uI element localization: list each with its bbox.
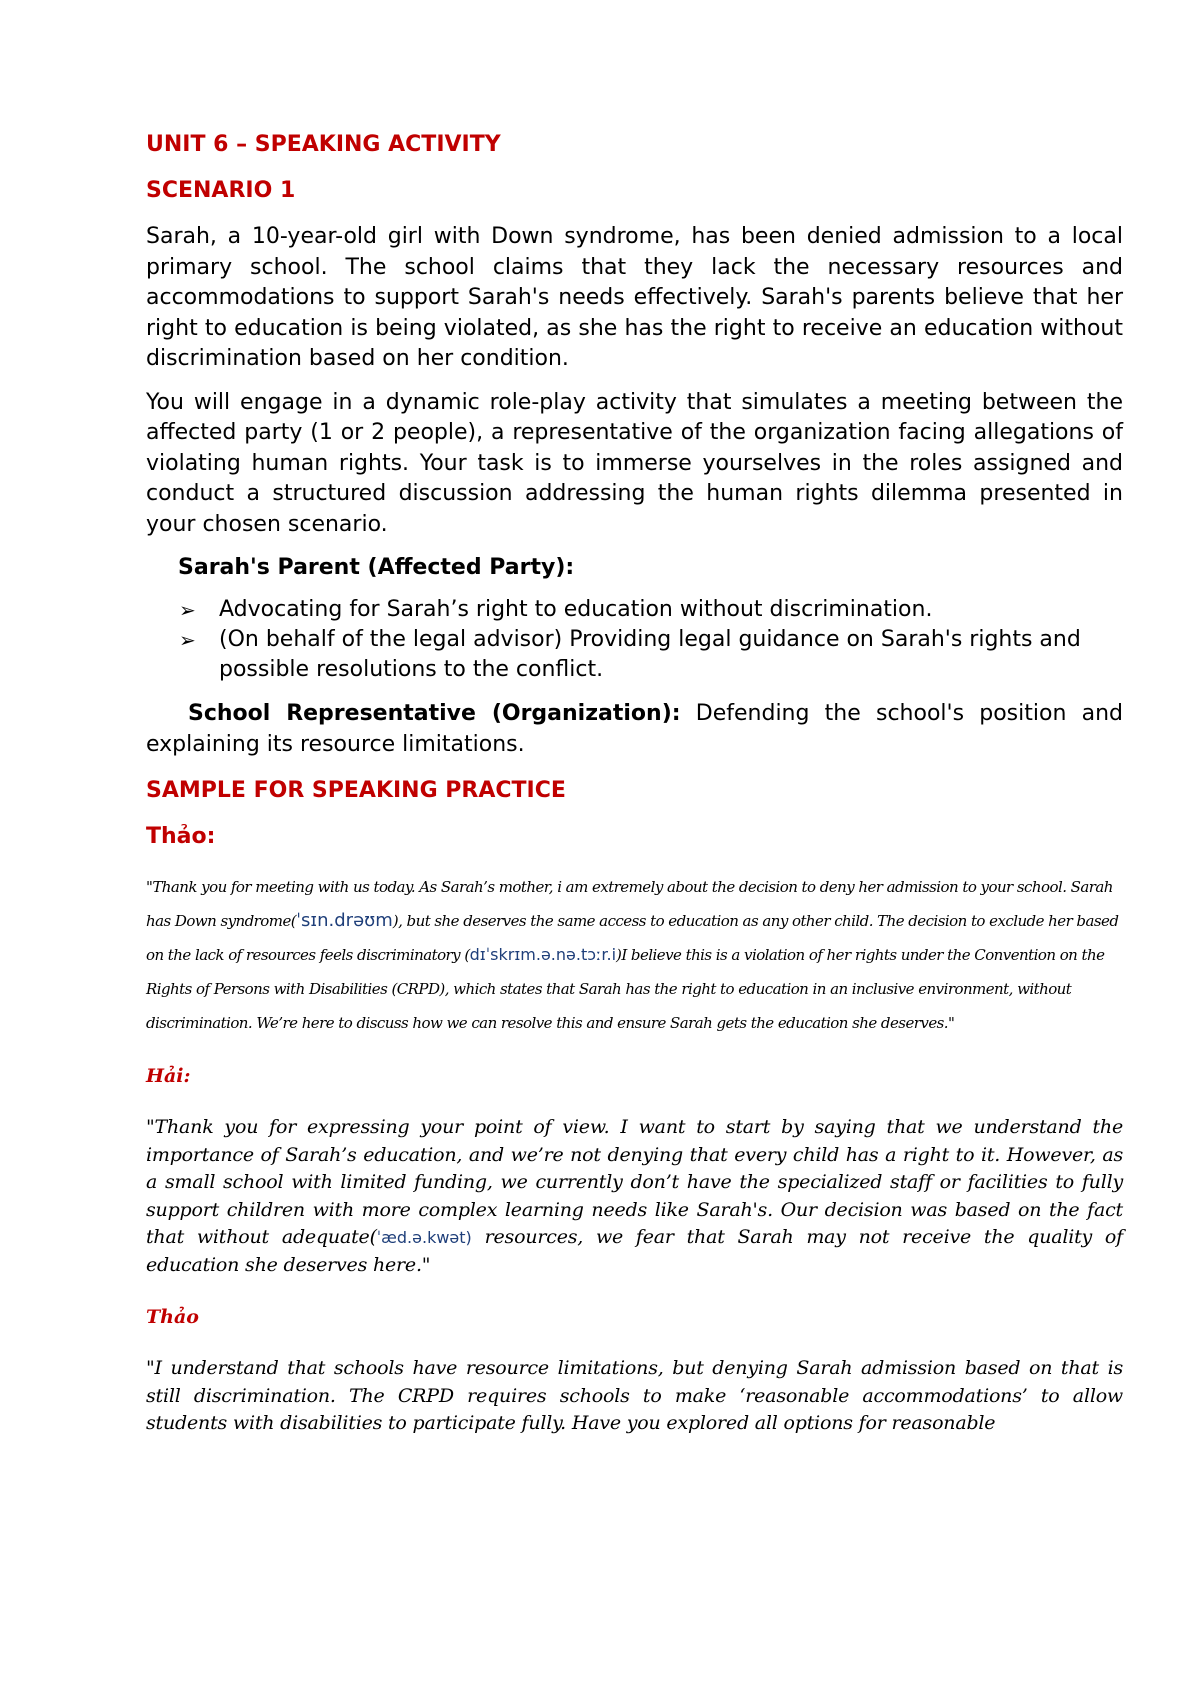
document-page: [146, 130, 1123, 1462]
thao-quote-2: "I understand that schools have resource limitations, but denying Sarah admission based on that is still discrimination. The CRPD requires schools to make ‘reasonable accommodations’ to allow students with disabilities to participate fully. Have you explored all options for reasonable: [146, 1357, 1123, 1434]
sample-title: SAMPLE FOR SPEAKING PRACTICE: [146, 778, 566, 803]
parent-role-list: [146, 595, 1123, 685]
ipa-transcription: dɪˈskrɪm.ə.nə.tɔːr.i: [469, 945, 617, 964]
quote-text: ), but she deserves the same access to education as any other child. The decision to exclude her based on the lack of resources feels discriminatory (: [146, 912, 1119, 964]
speaker-thao-2: Thảo: [146, 1306, 199, 1328]
speaker-hai: Hải:: [146, 1065, 191, 1087]
list-item: [146, 625, 1123, 685]
ipa-transcription: ˈsɪn.drəʊm: [296, 910, 393, 931]
school-role-label: School Representative (Organization):: [188, 701, 681, 726]
bullet-text: (On behalf of the legal advisor) Providing legal guidance on Sarah's rights and possible resolutions to the conflict.: [219, 627, 1081, 682]
school-role-text: Defending the school's position and explaining its resource limitations.: [146, 701, 1123, 757]
quote-text: "Thank you for expressing your point of view. I want to start by saying that we understand the importance of Sarah’s education, and we’re not denying that every child has a right to it. However, as a small school with limited funding, we currently don’t have the specialized staff or facilities to fully support children with more complex learning needs like Sarah's. Our decision was based on the fact that without adequate(: [146, 1116, 1123, 1248]
school-role-paragraph: [146, 699, 1123, 760]
speaker-thao: Thảo:: [146, 824, 216, 849]
arrow-bullet-icon: ➢: [179, 598, 196, 622]
quote-text: resources, we fear that Sarah may not receive the quality of education she deserves here.": [146, 1226, 1123, 1276]
task-paragraph: You will engage in a dynamic role-play activity that simulates a meeting between the affected party (1 or 2 people), a representative of the organization facing allegations of violating human rights. Your task is to immerse yourselves in the roles assigned and conduct a structured discussion addressing the human rights dilemma presented in your chosen scenario.: [146, 389, 1123, 537]
quote-text: )I believe this is a violation of her rights under the Convention on the Rights of Persons with Disabilities (CRPD), which states that Sarah has the right to education in an inclusive environment, without discrimination. We’re here to discuss how we can resolve this and ensure Sarah gets the education she deserves.": [146, 946, 1105, 1032]
hai-quote: [146, 1114, 1123, 1279]
scenario-title: SCENARIO 1: [146, 178, 296, 203]
quote-text: "Thank you for meeting with us today. As Sarah’s mother, i am extremely about the decision to deny her admission to your school. Sarah has Down syndrome(: [146, 878, 1113, 930]
arrow-bullet-icon: ➢: [179, 628, 196, 652]
ipa-transcription: ˈæd.ə.kwət): [376, 1228, 472, 1247]
list-item: [146, 595, 1123, 625]
thao-quote-1: [146, 870, 1123, 1040]
unit-title: UNIT 6 – SPEAKING ACTIVITY: [146, 132, 501, 157]
parent-role-heading: Sarah's Parent (Affected Party):: [178, 555, 575, 580]
bullet-text: Advocating for Sarah’s right to education without discrimination.: [219, 597, 933, 622]
scenario-paragraph: Sarah, a 10-year-old girl with Down syndrome, has been denied admission to a local primary school. The school claims that they lack the necessary resources and accommodations to support Sarah's needs effectively. Sarah's parents believe that her right to education is being violated, as she has the right to receive an education without discrimination based on her condition.: [146, 224, 1123, 371]
